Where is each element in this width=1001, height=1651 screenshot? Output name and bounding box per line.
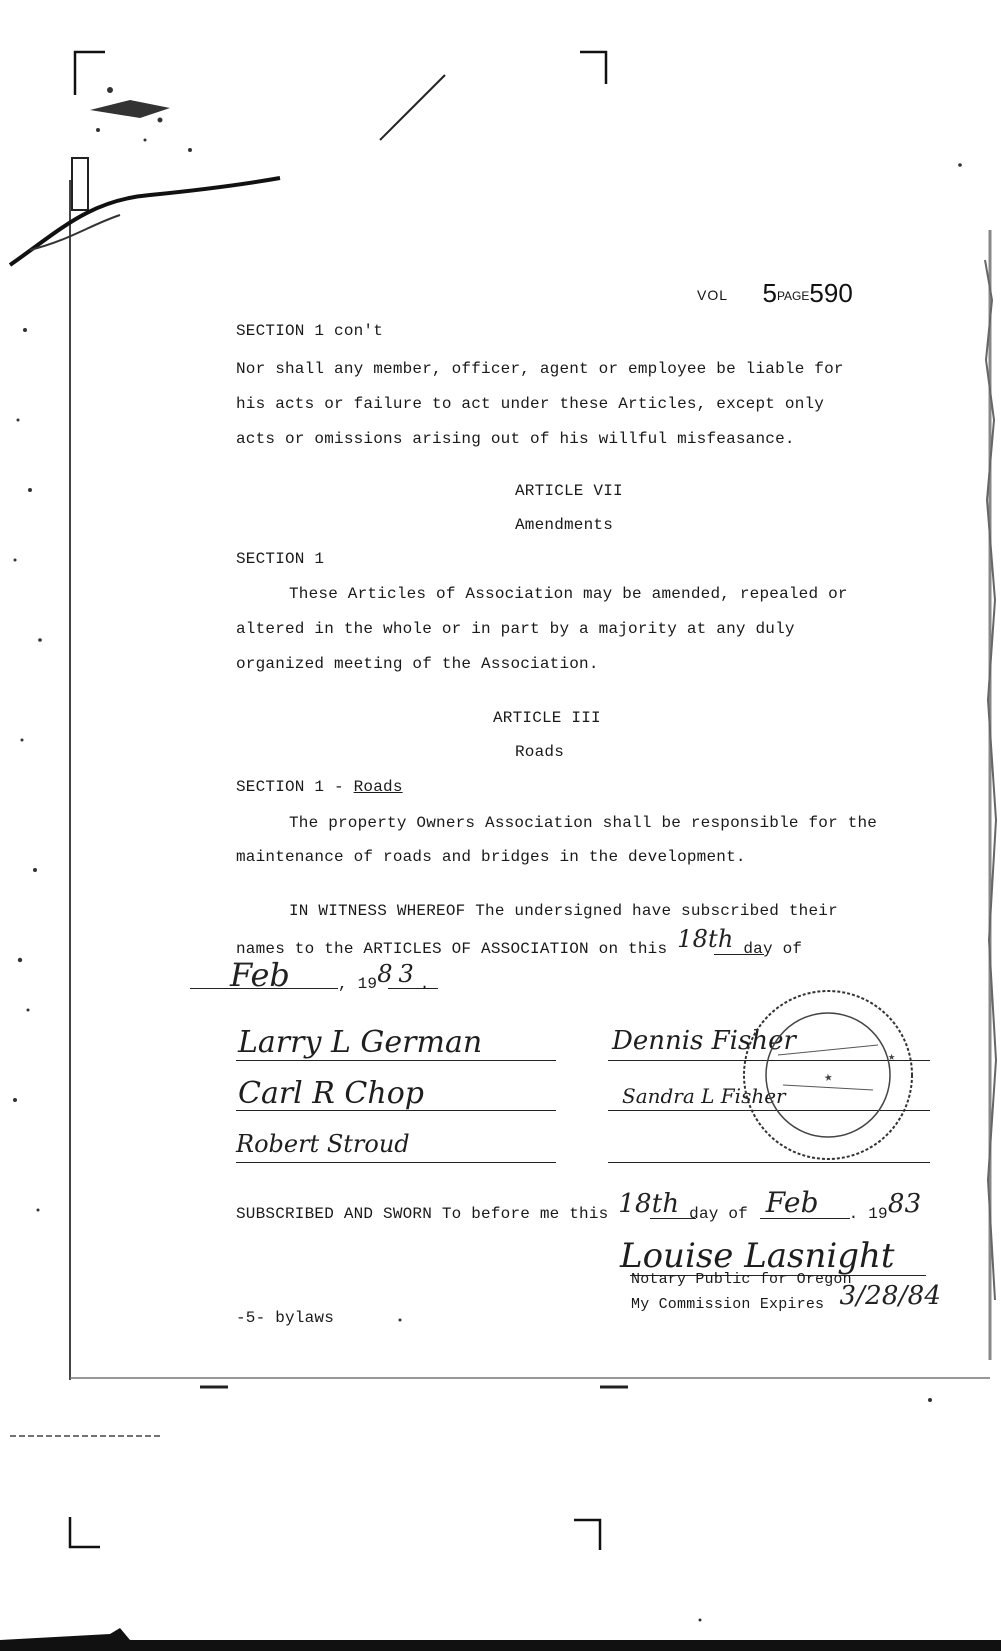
subscribed-day-handwritten: 18th [618, 1189, 680, 1219]
witness-year-prefix: , 19 [338, 975, 378, 993]
subscribed-year-handwritten: 83 [887, 1189, 922, 1219]
article-3-line-1: The property Owners Association shall be responsible for the [289, 814, 878, 832]
section-1-line-3: acts or omissions arising out of his willful misfeasance. [236, 430, 795, 448]
signature-left-1: Larry L German [238, 1025, 483, 1060]
article-7-subtitle: Amendments [515, 516, 614, 534]
vol-label: VOL [697, 287, 729, 303]
article-7-title: ARTICLE VII [515, 482, 623, 500]
witness-year-handwritten: 83 [377, 960, 420, 988]
witness-year-suffix: . [419, 975, 430, 993]
witness-month-underline [190, 988, 338, 989]
notary-commission-label: My Commission Expires [631, 1296, 825, 1313]
section-1-cont-heading: SECTION 1 con't [236, 322, 384, 340]
article-3-subtitle: Roads [515, 743, 565, 761]
subscribed-year-prefix: . 19 [848, 1205, 888, 1223]
page-label: PAGE [776, 289, 810, 303]
subscribed-month-underline [760, 1218, 850, 1219]
signature-line-left-2 [236, 1110, 556, 1111]
signature-left-2: Carl R Chop [238, 1076, 424, 1111]
notary-signature: Louise Lasnight [620, 1236, 895, 1276]
witness-year-underline [388, 988, 438, 989]
witness-day-handwritten: 18th [677, 925, 734, 953]
subscribed-prefix: SUBSCRIBED AND SWORN To before me this [236, 1205, 609, 1223]
subscribed-line [236, 1186, 922, 1224]
volume-page-stamp [697, 276, 853, 307]
subscribed-middle: day of [689, 1205, 748, 1223]
vol-number: 5 [762, 278, 777, 308]
witness-text-b: day of [743, 940, 803, 958]
subscribed-month-handwritten: Feb [765, 1186, 819, 1219]
witness-year [338, 960, 430, 994]
witness-day-underline [714, 954, 764, 955]
svg-text:★: ★ [888, 1049, 896, 1063]
svg-text:★: ★ [822, 1068, 834, 1086]
article-3-title: ARTICLE III [493, 709, 601, 727]
notary-commission [631, 1281, 942, 1315]
notary-commission-date-handwritten: 3/28/84 [839, 1281, 942, 1311]
witness-line-2 [236, 925, 803, 959]
subscribed-day-underline [650, 1218, 696, 1219]
witness-month-handwritten: Feb [230, 956, 290, 994]
signature-line-left-3 [236, 1162, 556, 1163]
article-7-line-1: These Articles of Association may be amended, repealed or [289, 585, 848, 603]
article-7-line-3: organized meeting of the Association. [236, 655, 599, 673]
section-1-line-2: his acts or failure to act under these Articles, except only [236, 395, 825, 413]
article-7-line-2: altered in the whole or in part by a majority at any duly [236, 620, 795, 638]
witness-text-a: names to the ARTICLES OF ASSOCIATION on this [236, 940, 668, 958]
article-3-section-1-prefix: SECTION 1 - [236, 778, 354, 796]
signature-right-1: Dennis Fisher [612, 1026, 796, 1056]
section-1-line-1: Nor shall any member, officer, agent or employee be liable for [236, 360, 844, 378]
page-footer: -5- bylaws [236, 1309, 335, 1327]
notary-seal [738, 985, 918, 1165]
article-3-section-1-title: Roads [353, 778, 403, 796]
signature-line-left-1 [236, 1060, 556, 1061]
signature-left-3: Robert Stroud [236, 1130, 410, 1158]
signature-right-2: Sandra L Fisher [622, 1084, 786, 1108]
article-7-section-1-heading: SECTION 1 [236, 550, 325, 568]
article-3-line-2: maintenance of roads and bridges in the development. [236, 848, 746, 866]
article-3-section-1-heading [236, 777, 403, 797]
page-number: 590 [809, 278, 853, 308]
witness-line-1: IN WITNESS WHEREOF The undersigned have subscribed their [289, 902, 838, 920]
notary-title: Notary Public for Oregon [631, 1271, 852, 1288]
